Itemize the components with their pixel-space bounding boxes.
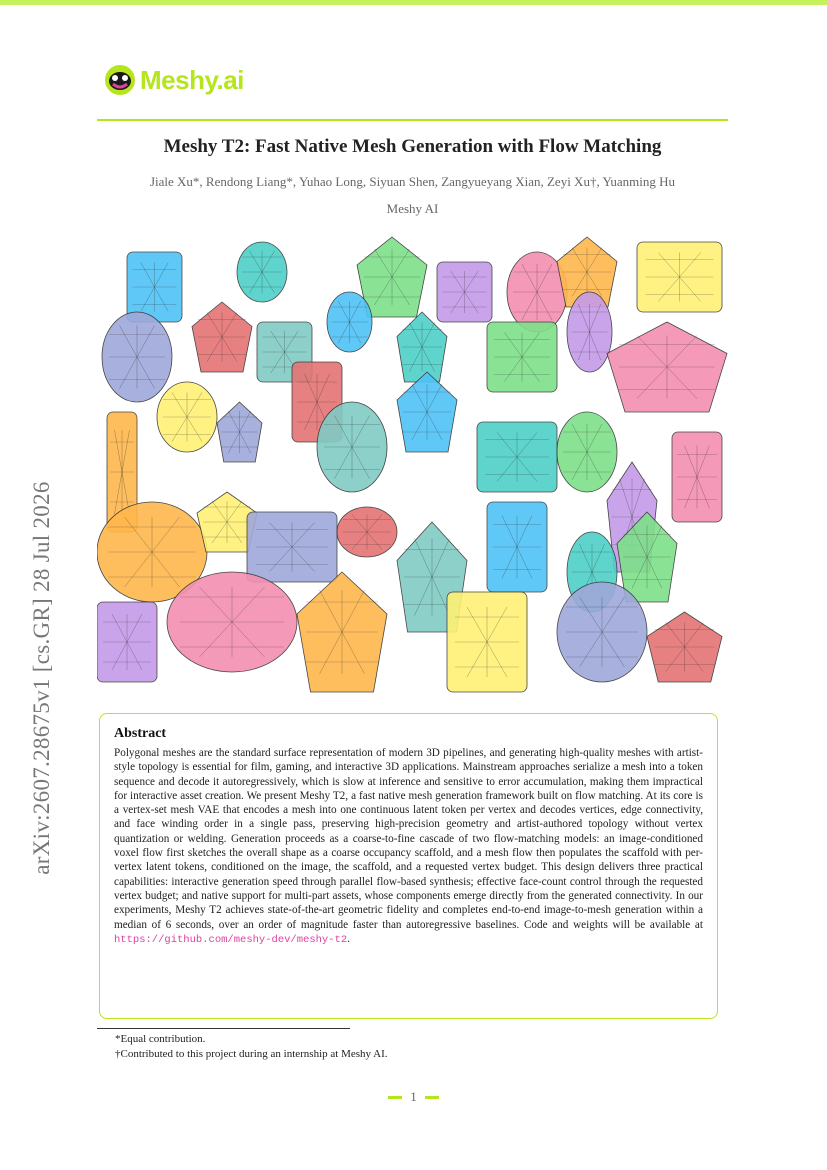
race-car-icon — [397, 312, 447, 382]
abstract-heading: Abstract — [114, 726, 167, 741]
pineapple-icon — [557, 412, 617, 492]
dragon-icon — [127, 252, 182, 322]
trash-can-icon — [672, 432, 722, 522]
house-icon — [397, 372, 457, 452]
footer-dash-right — [425, 1096, 439, 1099]
ring-icon — [327, 292, 372, 352]
basket-icon — [167, 572, 297, 672]
basket-icon — [157, 382, 217, 452]
footnote-internship: †Contributed to this project during an internship at Meshy AI. — [115, 1048, 388, 1060]
arxiv-identifier: arXiv:2607.28675v1 [cs.GR] 28 Jul 2026 — [29, 481, 54, 875]
trash-can-icon — [637, 242, 722, 312]
abstract-box — [99, 713, 718, 1019]
code-link[interactable]: https://github.com/meshy-dev/meshy-t2 — [114, 933, 348, 946]
treasure-chest-icon — [437, 262, 492, 322]
dragon-icon — [447, 592, 527, 692]
barrel-icon — [102, 312, 172, 402]
eiffel-tower-icon — [487, 502, 547, 592]
laptop-icon — [247, 512, 337, 582]
brand-name: Meshy.ai — [140, 64, 244, 95]
robot-icon — [297, 572, 387, 692]
footnote-equal-contribution: *Equal contribution. — [115, 1033, 206, 1045]
ring-icon — [337, 507, 397, 557]
backpack-icon — [557, 582, 647, 682]
page-footer — [0, 1089, 827, 1105]
teaser-figure — [97, 232, 728, 704]
treasure-chest-icon — [477, 422, 557, 492]
paper-title: Meshy T2: Fast Native Mesh Generation with Flow Matching — [163, 136, 662, 157]
backpack-icon — [317, 402, 387, 492]
bottle-icon — [607, 322, 727, 412]
author-list: Jiale Xu*, Rendong Liang*, Yuhao Long, Siyuan Shen, Zangyueyang Xian, Zeyi Xu†, Yuanming Hu — [149, 174, 676, 189]
robot-icon — [217, 402, 262, 462]
footnote-rule — [97, 1028, 350, 1029]
pillar-icon — [97, 602, 157, 682]
affiliation: Meshy AI — [386, 201, 439, 216]
brand-logo — [104, 64, 244, 96]
backpack-icon — [237, 242, 287, 302]
house-icon — [647, 612, 722, 682]
abstract-text: Polygonal meshes are the standard surface representation of modern 3D pipelines, and generating high-quality meshes with artist-style topology is essential for film, gaming, and interactive 3D applications. Mainstream approaches serialize a mesh into a token sequence and decode it autoregressively, which is slow at inference and sensitive to error accumulation, making them impractical for interactive asset creation. We present Meshy T2, a fast native mesh generation framework built on flow matching. At its core is a vertex-set mesh VAE that encodes a mesh into one continuous latent token per vertex and decodes vertices, edge connectivity, and face winding order in a single pass, preserving high-precision geometry and artist-authored topology without vertex quantization or welding. Generation proceeds as a coarse-to-fine cascade of two flow-matching models: an image-conditioned voxel flow first sketches the overall shape as a coarse occupancy scaffold, and a mesh flow then populates the scaffold with per-vertex latent tokens, conditioned on the image, the scaffold, and a requested vertex budget. This design delivers three practical capabilities: interactive generation speed through parallel flow-based synthesis; effective face-count control through the requested vertex budget; and native support for multi-part assets, whose components emerge directly from the generated connectivity. In our experiments, Meshy T2 achieves state-of-the-art geometric fidelity and completes end-to-end image-to-mesh generation within a median of 6 seconds, over an order of magnitude faster than autoregressive baselines. Code and weights will be available at — [114, 747, 703, 931]
top-accent-bar — [0, 0, 827, 5]
eiffel-tower-icon — [487, 322, 557, 392]
page-number: 1 — [410, 1089, 417, 1104]
abstract-end: . — [347, 932, 350, 945]
meshy-logo-icon — [104, 64, 136, 96]
vase-icon — [192, 302, 252, 372]
abstract-body — [114, 746, 703, 947]
footer-dash-left — [388, 1096, 402, 1099]
skull-icon — [567, 292, 612, 372]
header-rule — [97, 119, 728, 121]
